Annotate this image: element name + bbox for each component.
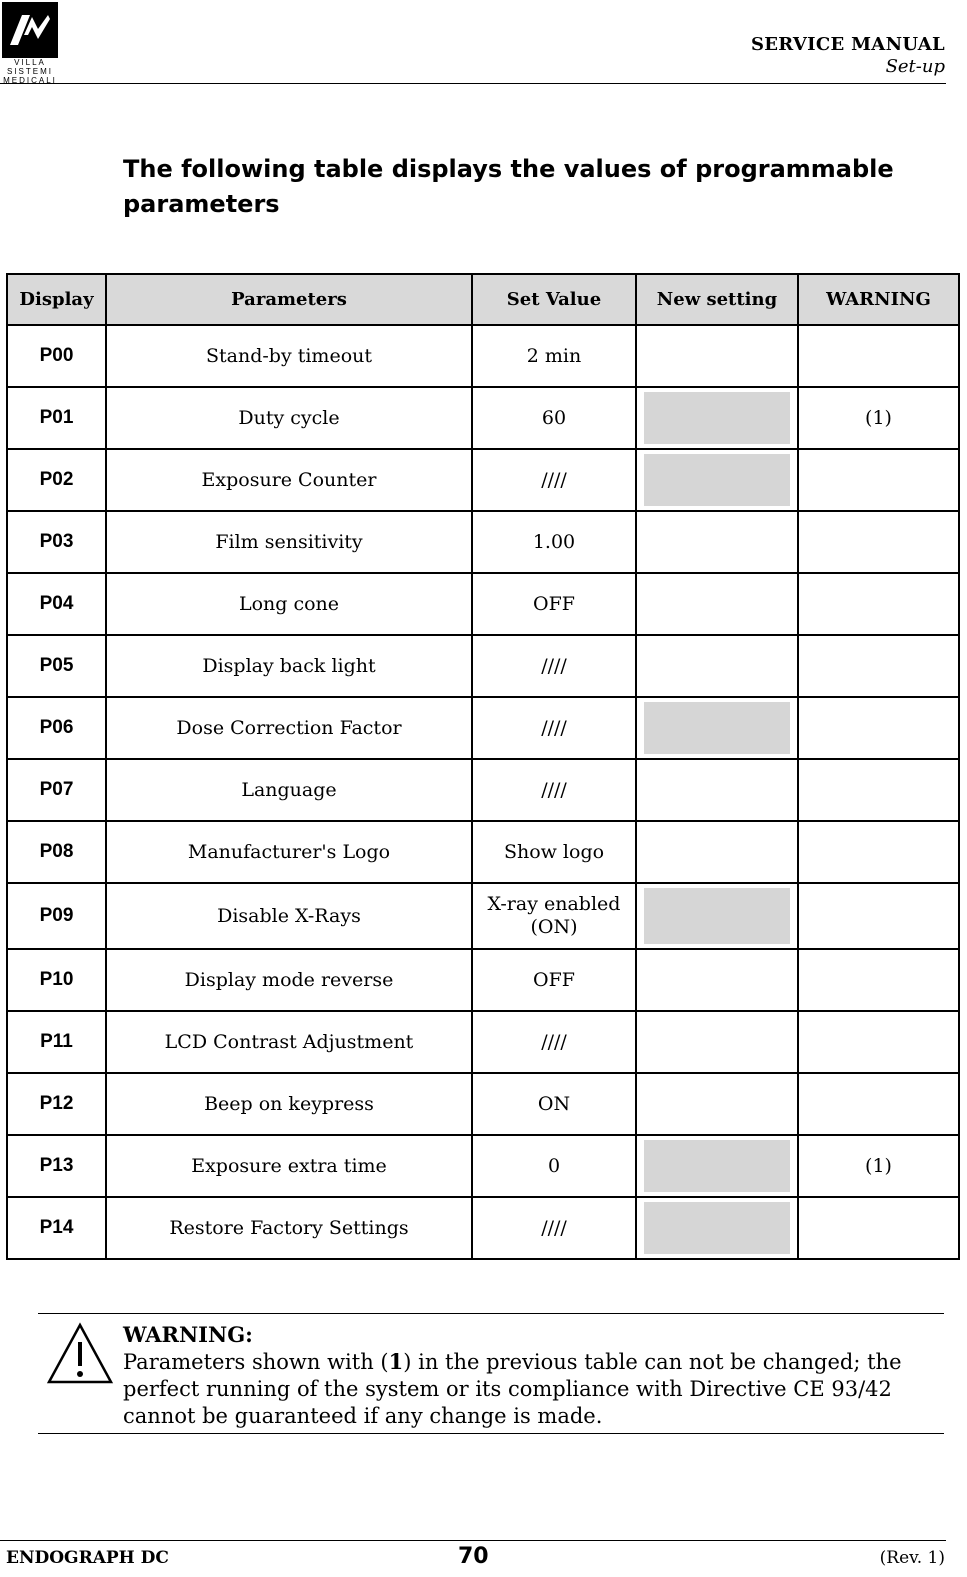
locked-fill (644, 1140, 790, 1192)
table-row (7, 1135, 959, 1197)
set-value: ON (472, 1073, 636, 1135)
new-setting (636, 759, 798, 821)
warning-note (798, 949, 959, 1011)
parameter-name: Language (106, 759, 472, 821)
logo-mark-icon (2, 2, 58, 58)
warning-note (798, 511, 959, 573)
locked-fill (644, 392, 790, 444)
new-setting-locked (636, 697, 798, 759)
table-row (7, 1197, 959, 1259)
table-row (7, 325, 959, 387)
column-header-display: Display (7, 274, 106, 325)
parameter-name: Beep on keypress (106, 1073, 472, 1135)
warning-body-start: Parameters shown with ( (123, 1350, 389, 1374)
table-row (7, 883, 959, 949)
parameter-name: Display back light (106, 635, 472, 697)
set-value: 2 min (472, 325, 636, 387)
warning-triangle-icon (46, 1322, 114, 1386)
table-row (7, 697, 959, 759)
warning-note (798, 759, 959, 821)
revision-label: (Rev. 1) (879, 1548, 945, 1568)
new-setting (636, 511, 798, 573)
new-setting (636, 325, 798, 387)
set-value: //// (472, 1197, 636, 1259)
display-code: P12 (7, 1073, 106, 1135)
parameter-name: Restore Factory Settings (106, 1197, 472, 1259)
parameter-name: Exposure Counter (106, 449, 472, 511)
display-code: P07 (7, 759, 106, 821)
manual-title: SERVICE MANUAL (750, 34, 945, 55)
warning-bottom-divider (38, 1433, 944, 1434)
warning-note (798, 635, 959, 697)
display-code: P11 (7, 1011, 106, 1073)
new-setting-locked (636, 1197, 798, 1259)
display-code: P05 (7, 635, 106, 697)
new-setting (636, 821, 798, 883)
new-setting-locked (636, 387, 798, 449)
locked-fill (644, 702, 790, 754)
display-code: P02 (7, 449, 106, 511)
locked-fill (644, 888, 790, 944)
parameter-name: Film sensitivity (106, 511, 472, 573)
warning-message (123, 1321, 953, 1430)
display-code: P03 (7, 511, 106, 573)
column-header-set-value: Set Value (472, 274, 636, 325)
display-code: P09 (7, 883, 106, 949)
table-row (7, 387, 959, 449)
warning-note (798, 449, 959, 511)
parameter-name: Dose Correction Factor (106, 697, 472, 759)
parameter-name: Stand-by timeout (106, 325, 472, 387)
new-setting (636, 635, 798, 697)
header-titles (751, 34, 945, 77)
parameter-name: LCD Contrast Adjustment (106, 1011, 472, 1073)
set-value: Show logo (472, 821, 636, 883)
set-value: //// (472, 1011, 636, 1073)
logo-text-sistemi: SISTEMI (6, 67, 53, 76)
set-value: //// (472, 449, 636, 511)
column-header-parameters: Parameters (106, 274, 472, 325)
header-divider (0, 83, 946, 84)
display-code: P13 (7, 1135, 106, 1197)
set-value: 0 (472, 1135, 636, 1197)
display-code: P08 (7, 821, 106, 883)
set-value: OFF (472, 573, 636, 635)
display-code: P01 (7, 387, 106, 449)
warning-note (798, 1011, 959, 1073)
parameter-name: Duty cycle (106, 387, 472, 449)
display-code: P04 (7, 573, 106, 635)
page-number: 70 (458, 1544, 489, 1569)
new-setting-locked (636, 1135, 798, 1197)
warning-note (798, 325, 959, 387)
set-value: //// (472, 759, 636, 821)
warning-title: WARNING: (123, 1322, 253, 1347)
table-row (7, 821, 959, 883)
column-header-warning: WARNING (798, 274, 959, 325)
parameter-name: Manufacturer's Logo (106, 821, 472, 883)
page-heading: The following table displays the values of programmable parameters (123, 155, 894, 218)
display-code: P06 (7, 697, 106, 759)
new-setting-locked (636, 449, 798, 511)
locked-fill (644, 1202, 790, 1254)
table-row (7, 1011, 959, 1073)
parameter-name: Exposure extra time (106, 1135, 472, 1197)
set-value: 1.00 (472, 511, 636, 573)
table-row (7, 949, 959, 1011)
new-setting (636, 573, 798, 635)
warning-body-mark: 1 (388, 1349, 404, 1374)
logo-text-medicali: MEDICALI (3, 76, 57, 85)
table-row (7, 759, 959, 821)
section-subtitle: Set-up (885, 56, 945, 77)
table-row (7, 573, 959, 635)
warning-body (123, 1348, 953, 1430)
table-row (7, 511, 959, 573)
warning-note (798, 1197, 959, 1259)
company-logo (2, 2, 58, 85)
new-setting-locked (636, 883, 798, 949)
set-value: X-ray enabled (ON) (472, 883, 636, 949)
warning-note (798, 573, 959, 635)
new-setting (636, 1073, 798, 1135)
display-code: P10 (7, 949, 106, 1011)
table-header-row (7, 274, 959, 325)
warning-note (798, 1073, 959, 1135)
warning-note: (1) (798, 1135, 959, 1197)
display-code: P14 (7, 1197, 106, 1259)
parameters-table (6, 273, 960, 1260)
product-name: ENDOGRAPH DC (6, 1548, 169, 1568)
table-row (7, 449, 959, 511)
parameter-name: Disable X-Rays (106, 883, 472, 949)
table-row (7, 635, 959, 697)
display-code: P00 (7, 325, 106, 387)
warning-note (798, 821, 959, 883)
set-value: OFF (472, 949, 636, 1011)
table-row (7, 1073, 959, 1135)
parameter-name: Long cone (106, 573, 472, 635)
new-setting (636, 1011, 798, 1073)
set-value: //// (472, 635, 636, 697)
parameter-name: Display mode reverse (106, 949, 472, 1011)
warning-note: (1) (798, 387, 959, 449)
set-value: //// (472, 697, 636, 759)
warning-note (798, 697, 959, 759)
logo-text-villa: VILLA (14, 58, 46, 67)
warning-body-end: ) in the previous table can not be changed; the perfect running of the system or its compliance with Directive CE 93/42 cannot be guaranteed if any change is made. (123, 1350, 902, 1428)
footer-divider (0, 1540, 946, 1541)
table-body (7, 325, 959, 1259)
new-setting (636, 949, 798, 1011)
column-header-new-setting: New setting (636, 274, 798, 325)
warning-note (798, 883, 959, 949)
set-value: 60 (472, 387, 636, 449)
locked-fill (644, 454, 790, 506)
warning-top-divider (38, 1313, 944, 1314)
